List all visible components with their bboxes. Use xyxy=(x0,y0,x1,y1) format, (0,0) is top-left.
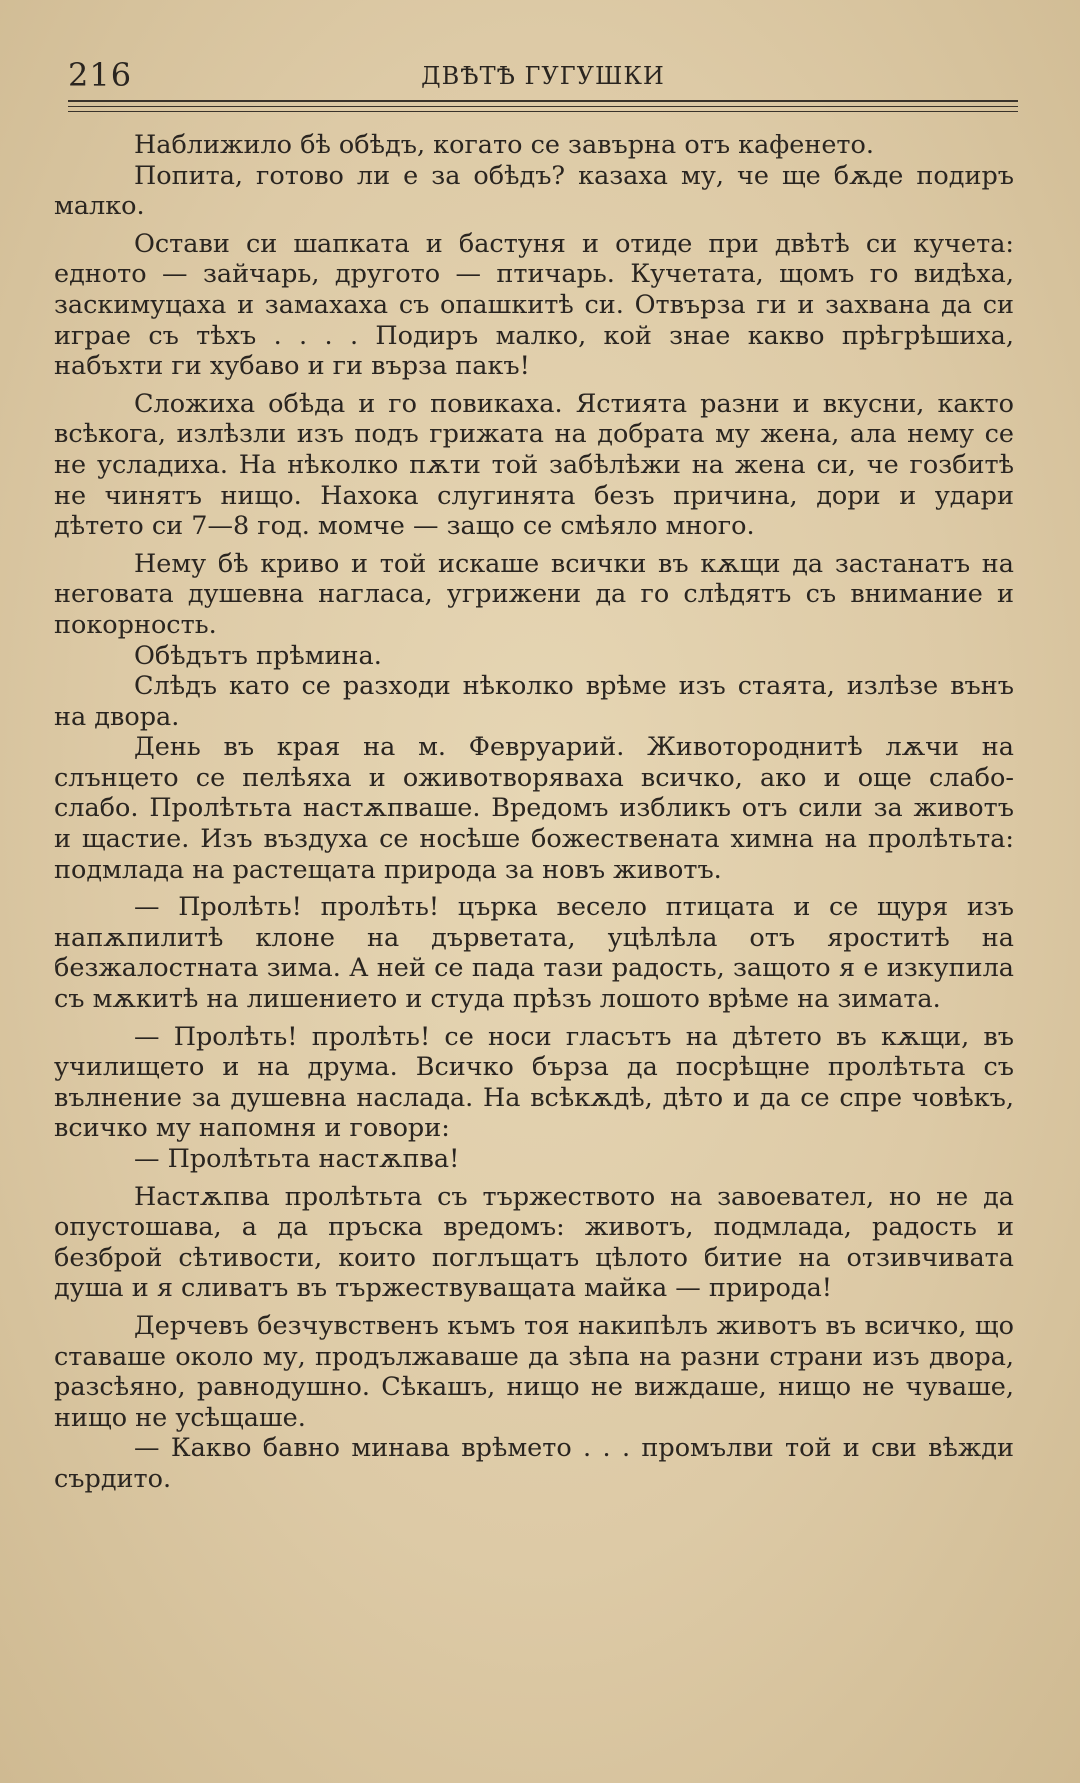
paragraph: — Пролѣть! пролѣть! се носи гласътъ на дѣтето въ кѫщи, въ училището и на друма. Всичко бърза да посрѣщне пролѣтьта съ вълнение за душевна наслада. На всѣкѫдѣ, дѣто и да се спре човѣкъ, всичко му напомня и говори: xyxy=(54,1021,1014,1144)
page-number: 216 xyxy=(68,56,133,94)
paragraph: День въ края на м. Февруарий. Животороднитѣ лѫчи на слънцето се пелѣяха и оживотворяваха всичко, ако и още слабо-слабо. Пролѣтьта настѫпваше. Вредомъ избликъ отъ сили за животъ и щастие. Изъ въздуха се носѣше божествената химна на пролѣтьта: подмлада на растещата природа за новъ животъ. xyxy=(54,732,1014,885)
paragraph: — Пролѣтьта настѫпва! xyxy=(134,1144,460,1174)
page-header xyxy=(68,56,1018,96)
body-text xyxy=(54,130,1014,1495)
paragraph: Сложиха обѣда и го повикаха. Ястията разни и вкусни, както всѣкога, излѣзли изъ подъ грижата на добрата му жена, ала нему се не усладиха. На нѣколко пѫти той забѣлѣжи на жена си, че гозбитѣ не чинятъ нищо. Нахока слугинята безъ причина, дори и удари дѣтето си 7—8 год. момче — защо се смѣяло много. xyxy=(54,388,1014,542)
header-rule xyxy=(68,111,1018,112)
paragraph: Обѣдътъ прѣмина. xyxy=(134,640,382,671)
paragraph: Наближило бѣ обѣдъ, когато се завърна отъ кафенето. xyxy=(134,130,874,160)
paragraph: — Какво бавно минава врѣмето . . . промълви той и сви вѣжди сърдито. xyxy=(54,1433,1014,1494)
running-title: ДВѢТѢ ГУГУШКИ xyxy=(421,62,665,90)
paragraph: Слѣдъ като се разходи нѣколко врѣме изъ стаята, излѣзе вънъ на двора. xyxy=(54,671,1014,732)
paragraph: Попита, готово ли е за обѣдъ? казаха му, че ще бѫде подиръ малко. xyxy=(54,160,1014,222)
header-rule xyxy=(68,106,1018,107)
header-rule xyxy=(68,100,1018,102)
paragraph: Остави си шапката и бастуня и отиде при двѣтѣ си кучета: едното — зайчарь, другото — птичарь. Кучетата, щомъ го видѣха, заскимуцаха и замахаха съ опашкитѣ си. Отвърза ги и захвана да си играе съ тѣхъ . . . . Подиръ малко, кой знае какво прѣгрѣшиха, набъхти ги хубаво и ги върза пакъ! xyxy=(54,228,1014,382)
paragraph: Настѫпва пролѣтьта съ тържеството на завоевател, но не да опустошава, а да пръска вредомъ: животъ, подмлада, радость и безброй сѣтивости, които поглъщатъ цѣлото битие на отзивчивата душа и я сливатъ въ тържествуващата майка — природа! xyxy=(54,1181,1014,1304)
paragraph: Дерчевъ безчувственъ къмъ тоя накипѣлъ животъ въ всичко, що ставаше около му, продължаваше да зѣпа на разни страни изъ двора, разсѣяно, равнодушно. Сѣкашъ, нищо не виждаше, нищо не чуваше, нищо не усѣщаше. xyxy=(54,1310,1014,1433)
paragraph: — Пролѣть! пролѣть! църка весело птицата и се щуря изъ напѫпилитѣ клоне на дърветата, уцѣлѣла отъ яроститѣ на безжалостната зима. А ней се пада тази радость, защото я е изкупила съ мѫкитѣ на лишението и студа прѣзъ лошото врѣме на зимата. xyxy=(54,892,1014,1015)
paragraph: Нему бѣ криво и той искаше всички въ кѫщи да застанатъ на неговата душевна нагласа, угрижени да го слѣдятъ съ внимание и покорность. xyxy=(54,548,1014,640)
